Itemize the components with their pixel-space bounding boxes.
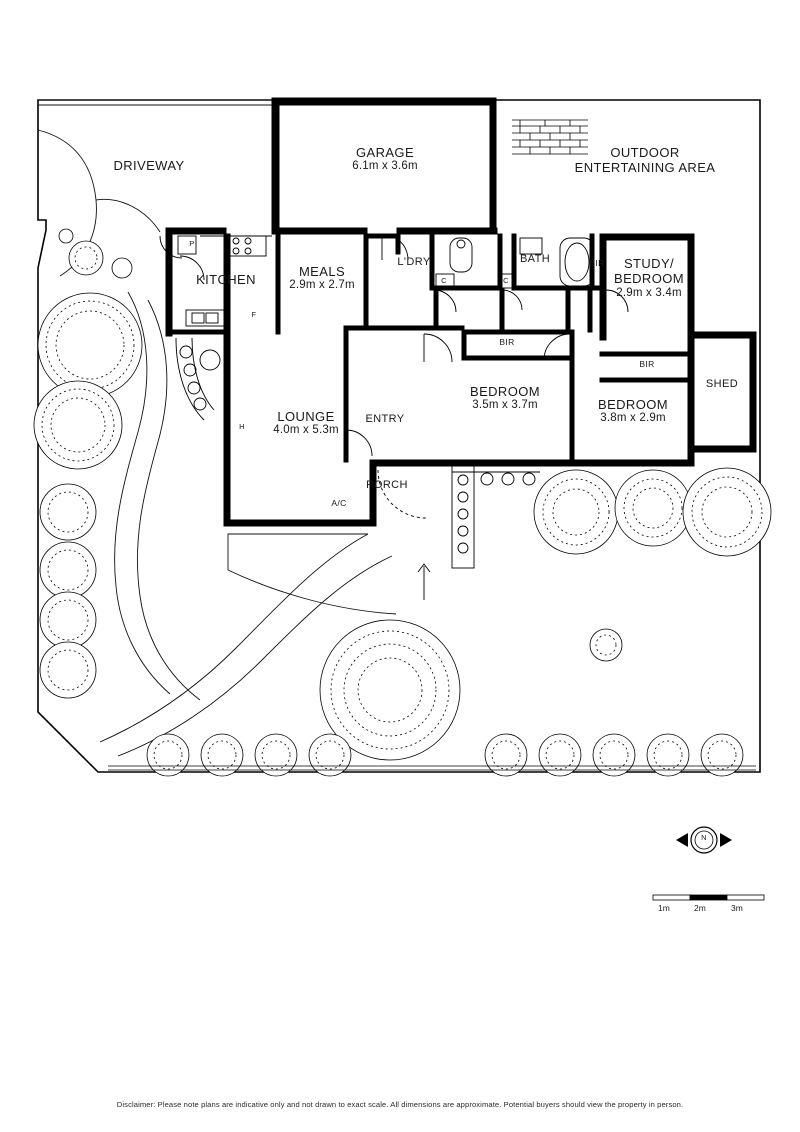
meals-name: MEALS bbox=[298, 264, 346, 279]
room-label-porch bbox=[348, 479, 426, 492]
study-dimensions: 2.9m x 3.4m bbox=[616, 286, 682, 299]
bath-name: BATH bbox=[519, 253, 551, 265]
study-name-line2: BEDROOM bbox=[614, 271, 684, 287]
meals-dimensions: 2.9m x 2.7m bbox=[289, 279, 355, 292]
porch-name: PORCH bbox=[366, 479, 408, 491]
room-label-bedroom-1 bbox=[435, 384, 575, 413]
room-label-kitchen bbox=[176, 272, 276, 287]
room-label-study-bedroom bbox=[604, 256, 694, 300]
heater-label bbox=[234, 423, 250, 432]
disclaimer-text: Disclaimer: Please note plans are indicative only and not drawn to exact scale. All dimensions are approximate. Potential buyers should view the property in person. bbox=[116, 1100, 684, 1109]
scale-bar bbox=[653, 895, 764, 900]
p-text: P bbox=[189, 239, 195, 248]
bir-1: BIR bbox=[589, 258, 605, 268]
trees bbox=[34, 229, 771, 776]
lounge-name: LOUNGE bbox=[277, 409, 335, 424]
outdoor-name-line2: ENTERTAINING AREA bbox=[574, 160, 716, 176]
outdoor-name-line1: OUTDOOR bbox=[610, 145, 680, 160]
room-label-meals bbox=[264, 264, 380, 293]
bir-3: BIR bbox=[639, 359, 655, 369]
scale-bar-labels bbox=[645, 903, 760, 917]
shed-name: SHED bbox=[705, 378, 739, 390]
scale-2m: 2m bbox=[694, 903, 706, 913]
cupboard-label-1 bbox=[436, 277, 452, 286]
driveway-name: DRIVEWAY bbox=[113, 158, 185, 173]
room-label-driveway bbox=[84, 158, 214, 173]
room-label-bath bbox=[500, 253, 570, 266]
porch-pavers bbox=[418, 466, 540, 600]
pantry-label bbox=[184, 240, 200, 249]
fridge-label bbox=[246, 311, 262, 320]
room-label-laundry bbox=[374, 256, 454, 269]
bedroom1-name: BEDROOM bbox=[470, 384, 540, 399]
bedroom2-dimensions: 3.8m x 2.9m bbox=[600, 412, 666, 425]
bir-label-2 bbox=[490, 337, 524, 347]
ac-text: A/C bbox=[331, 498, 347, 508]
bedroom1-dimensions: 3.5m x 3.7m bbox=[472, 399, 538, 412]
garage-dimensions: 6.1m x 3.6m bbox=[352, 160, 418, 173]
h-text: H bbox=[239, 422, 245, 431]
room-label-shed bbox=[692, 378, 752, 391]
room-label-bedroom-2 bbox=[565, 397, 701, 426]
study-name-line1: STUDY/ bbox=[623, 256, 675, 271]
room-label-outdoor-entertaining bbox=[545, 145, 745, 176]
c-text-1: C bbox=[441, 276, 447, 285]
laundry-name: L'DRY bbox=[397, 256, 431, 268]
lounge-dimensions: 4.0m x 5.3m bbox=[273, 424, 339, 437]
cupboard-label-2 bbox=[498, 277, 514, 286]
kitchen-name: KITCHEN bbox=[196, 272, 256, 287]
c-text-2: C bbox=[503, 276, 509, 285]
scale-3m: 3m bbox=[731, 903, 743, 913]
f-text: F bbox=[251, 310, 257, 319]
entry-name: ENTRY bbox=[365, 413, 405, 425]
north-text: N bbox=[701, 833, 707, 842]
garage-name: GARAGE bbox=[355, 145, 415, 160]
room-label-entry bbox=[348, 413, 422, 426]
north-label bbox=[697, 834, 711, 843]
ac-label bbox=[322, 498, 356, 508]
scale-1m: 1m bbox=[658, 903, 670, 913]
bir-2: BIR bbox=[499, 337, 515, 347]
bedroom2-name: BEDROOM bbox=[598, 397, 668, 412]
room-label-garage bbox=[325, 145, 445, 174]
bir-label-3 bbox=[630, 359, 664, 369]
